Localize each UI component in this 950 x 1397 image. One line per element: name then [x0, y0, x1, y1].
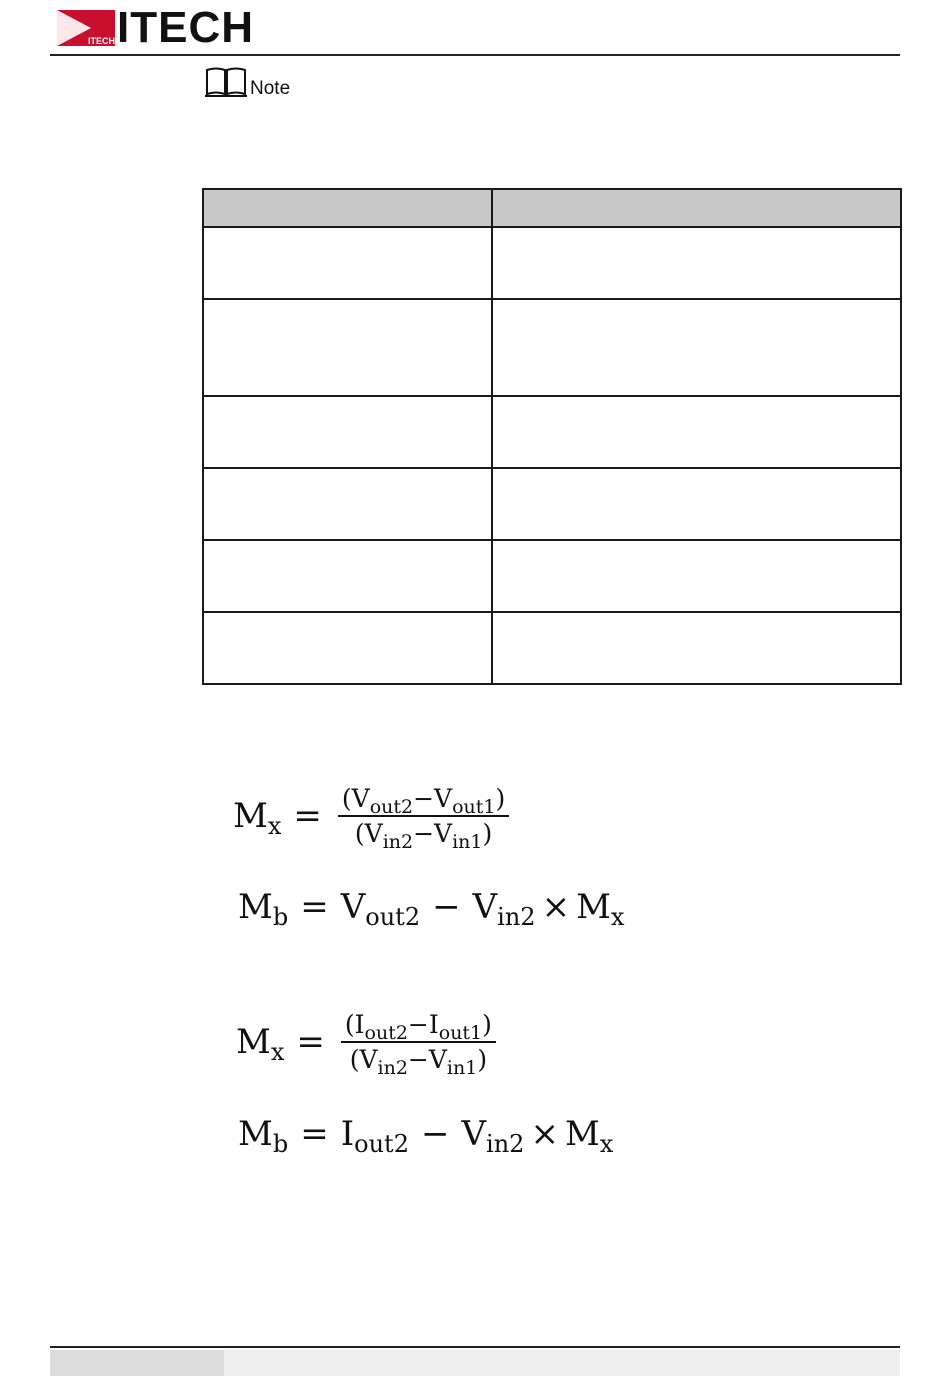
formula-symbol: M: [564, 1114, 600, 1154]
formula-symbol: M: [238, 887, 273, 927]
equals-sign: =: [300, 887, 329, 927]
footer-left-block: [50, 1350, 224, 1376]
brand-logo: [57, 3, 254, 52]
table-header-row: [203, 189, 901, 227]
voltage-mx-formula: [233, 784, 509, 853]
table-header-cell: [203, 189, 492, 227]
formula-symbol: V: [472, 887, 498, 927]
note-label: Note: [250, 78, 291, 99]
fraction-denominator: (V in2 −V in1 ): [349, 1045, 488, 1079]
table-cell: [492, 227, 901, 299]
book-icon: [204, 66, 248, 98]
table-row: [203, 468, 901, 540]
table-row: [203, 540, 901, 612]
voltage-mb-formula: [238, 887, 625, 931]
table-row: [203, 299, 901, 396]
table-cell: [492, 396, 901, 468]
footer-bar: [50, 1350, 900, 1376]
current-mb-formula: [238, 1114, 614, 1158]
table-header-cell: [492, 189, 901, 227]
formula-subscript: out2: [354, 1130, 409, 1158]
formula-symbol: M: [238, 1114, 273, 1154]
times-sign: ×: [530, 1114, 559, 1154]
fraction-numerator: (I out2 −I out1 ): [341, 1010, 496, 1043]
table-row: [203, 227, 901, 299]
times-sign: ×: [541, 887, 571, 927]
table-cell: [492, 299, 901, 396]
formula-subscript: x: [610, 903, 625, 931]
footer-divider: [50, 1346, 900, 1348]
formula-subscript: x: [267, 812, 282, 840]
fraction-numerator: (V out2 −V out1 ): [338, 784, 509, 817]
formula-fraction: [341, 1010, 496, 1079]
table-row: [203, 396, 901, 468]
formula-subscript: x: [599, 1130, 614, 1158]
table-row: [203, 612, 901, 684]
note-callout: [204, 66, 290, 98]
fraction-denominator: (V in2 −V in1 ): [354, 819, 493, 853]
formula-subscript: in2: [486, 1130, 525, 1158]
table-cell: [203, 540, 492, 612]
table-cell: [203, 612, 492, 684]
parameter-table: [202, 188, 902, 685]
formula-fraction: [338, 784, 509, 853]
formula-symbol: V: [461, 1114, 487, 1154]
minus-sign: −: [420, 1114, 450, 1154]
table-cell: [492, 612, 901, 684]
formula-symbol: I: [340, 1114, 355, 1154]
formula-symbol: M: [236, 1022, 271, 1062]
equals-sign: =: [296, 1022, 325, 1062]
logo-small-text: ITECH: [88, 36, 115, 46]
formula-subscript: out2: [365, 903, 421, 931]
header-divider: [50, 54, 900, 56]
minus-sign: −: [432, 887, 461, 927]
current-mx-formula: [236, 1010, 496, 1079]
formula-subscript: b: [272, 903, 289, 931]
formula-subscript: x: [270, 1038, 285, 1066]
table-cell: [203, 396, 492, 468]
table-cell: [203, 468, 492, 540]
table-cell: [203, 227, 492, 299]
equals-sign: =: [300, 1114, 329, 1154]
formula-symbol: M: [233, 796, 268, 836]
table-cell: [492, 540, 901, 612]
equals-sign: =: [293, 796, 322, 836]
table-cell: [492, 468, 901, 540]
formula-symbol: M: [576, 887, 611, 927]
table-cell: [203, 299, 492, 396]
formula-symbol: V: [340, 887, 366, 927]
formula-subscript: b: [272, 1130, 289, 1158]
brand-wordmark: ITECH: [117, 3, 254, 52]
formula-subscript: in2: [497, 903, 536, 931]
logo-mark-icon: [57, 10, 115, 46]
